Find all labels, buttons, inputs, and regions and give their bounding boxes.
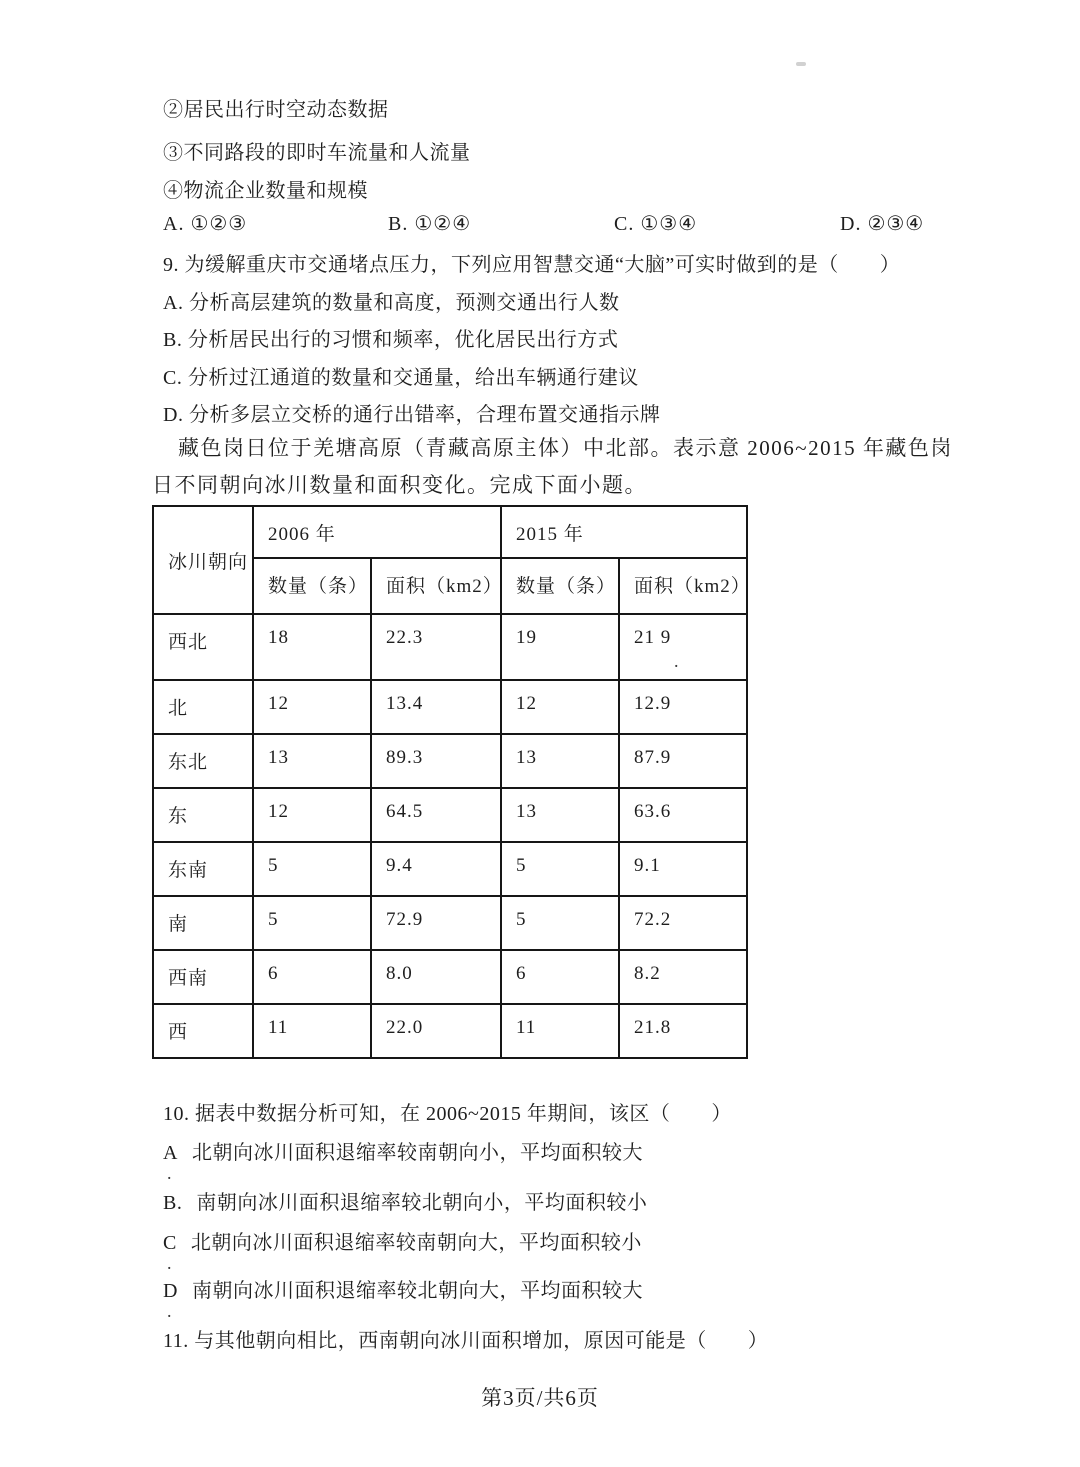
table-cell: 13 [253, 734, 371, 788]
table-cell-dir: 西南 [153, 950, 253, 1004]
option-letter: A [163, 1142, 178, 1164]
table-year2-header: 2015 年 [501, 506, 747, 558]
table-cell: 72.9 [371, 896, 501, 950]
table-row [153, 614, 747, 680]
table-area-header-2006: 面积（km2） [371, 558, 501, 614]
table-cell-dir: 东南 [153, 842, 253, 896]
table-corner-header: 冰川朝向 [153, 506, 253, 614]
table-cell: 9.4 [371, 842, 501, 896]
q10-option-d [163, 1274, 643, 1321]
table-cell: 19 [501, 614, 619, 680]
table-row [153, 788, 747, 842]
table-cell-dir: 南 [153, 896, 253, 950]
table-cell: 5 [253, 842, 371, 896]
table-row [153, 680, 747, 734]
table-cell: 89.3 [371, 734, 501, 788]
table-cell: 13 [501, 788, 619, 842]
table-cell: 22.0 [371, 1004, 501, 1058]
table-cell [619, 614, 747, 680]
table-cell-dir: 北 [153, 680, 253, 734]
table-cell: 18 [253, 614, 371, 680]
q8-option-b: B. ①②④ [388, 213, 472, 235]
table-row [153, 842, 747, 896]
q10-option-a [163, 1136, 643, 1183]
table-cell: 12 [501, 680, 619, 734]
option-text: 北朝向冰川面积退缩率较南朝向小，平均面积较大 [191, 1142, 643, 1164]
table-cell: 87.9 [619, 734, 747, 788]
table-row [153, 734, 747, 788]
q11-stem: 11. 与其他朝向相比，西南朝向冰川面积增加，原因可能是（ ） [163, 1330, 769, 1352]
scan-period-artifact: . [674, 651, 680, 671]
table-cell-dir: 西 [153, 1004, 253, 1058]
q9-option-d: D. 分析多层立交桥的通行出错率，合理布置交通指示牌 [163, 404, 661, 426]
q8-option-d: D. ②③④ [840, 213, 925, 235]
option-text: 南朝向冰川面积退缩率较北朝向大，平均面积较大 [191, 1280, 643, 1302]
option-letter: C [163, 1232, 177, 1254]
q8-option-a: A. ①②③ [163, 213, 248, 235]
table-cell: 6 [501, 950, 619, 1004]
table-cell: 6 [253, 950, 371, 1004]
table-cell: 12.9 [619, 680, 747, 734]
table-cell: 64.5 [371, 788, 501, 842]
table-row [153, 1004, 747, 1058]
q10-stem: 10. 据表中数据分析可知，在 2006~2015 年期间，该区（ ） [163, 1103, 732, 1125]
table-cell: 8.0 [371, 950, 501, 1004]
table-cell: 11 [501, 1004, 619, 1058]
q8-item-2: ②居民出行时空动态数据 [163, 99, 389, 121]
table-cell: 5 [253, 896, 371, 950]
q8-item-3: ③不同路段的即时车流量和人流量 [163, 142, 471, 164]
scan-period-artifact: . [167, 1301, 172, 1321]
table-cell-dir: 东 [153, 788, 253, 842]
table-cell: 13.4 [371, 680, 501, 734]
q8-option-c: C. ①③④ [614, 213, 698, 235]
table-cell: 21.8 [619, 1004, 747, 1058]
table-area-header-2015: 面积（km2） [619, 558, 747, 614]
table-cell: 11 [253, 1004, 371, 1058]
q9-option-b: B. 分析居民出行的习惯和频率，优化居民出行方式 [163, 329, 619, 351]
q8-item-4: ④物流企业数量和规模 [163, 180, 368, 202]
table-row [153, 950, 747, 1004]
q9-option-a: A. 分析高层建筑的数量和高度，预测交通出行人数 [163, 292, 620, 314]
table-row [153, 896, 747, 950]
q10-option-b [163, 1186, 647, 1215]
passage-text: 藏色岗日位于羌塘高原（青藏高原主体）中北部。表示意 2006~2015 年藏色岗日不同朝向冰川数量和面积变化。完成下面小题。 [152, 436, 953, 497]
page-footer: 第3页/共6页 [481, 1386, 599, 1410]
table-cell-dir: 西北 [153, 614, 253, 680]
table-cell: 5 [501, 842, 619, 896]
q9-stem: 9. 为缓解重庆市交通堵点压力，下列应用智慧交通“大脑”可实时做到的是（ ） [163, 254, 901, 276]
table-cell: 8.2 [619, 950, 747, 1004]
scan-period-artifact: . [167, 1253, 172, 1273]
table-cell: 13 [501, 734, 619, 788]
table-cell: 12 [253, 788, 371, 842]
q9-option-c: C. 分析过江通道的数量和交通量，给出车辆通行建议 [163, 367, 639, 389]
table-year1-header: 2006 年 [253, 506, 501, 558]
table-cell: 63.6 [619, 788, 747, 842]
option-text: 南朝向冰川面积退缩率较北朝向小，平均面积较小 [196, 1192, 648, 1214]
table-cell: 22.3 [371, 614, 501, 680]
table-cell: 5 [501, 896, 619, 950]
table-cell-value: 21 9 [634, 627, 672, 648]
scan-artifact-mark [796, 62, 806, 66]
option-text: 北朝向冰川面积退缩率较南朝向大，平均面积较小 [190, 1232, 642, 1254]
table-cell: 9.1 [619, 842, 747, 896]
table-cell-dir: 东北 [153, 734, 253, 788]
option-letter: B. [163, 1192, 183, 1214]
table-cell: 12 [253, 680, 371, 734]
table-cell: 72.2 [619, 896, 747, 950]
q10-option-c [163, 1226, 642, 1273]
table-count-header-2006: 数量（条） [253, 558, 371, 614]
table-count-header-2015: 数量（条） [501, 558, 619, 614]
glacier-table [152, 505, 751, 1059]
scan-period-artifact: . [167, 1163, 172, 1183]
option-letter: D [163, 1280, 178, 1302]
